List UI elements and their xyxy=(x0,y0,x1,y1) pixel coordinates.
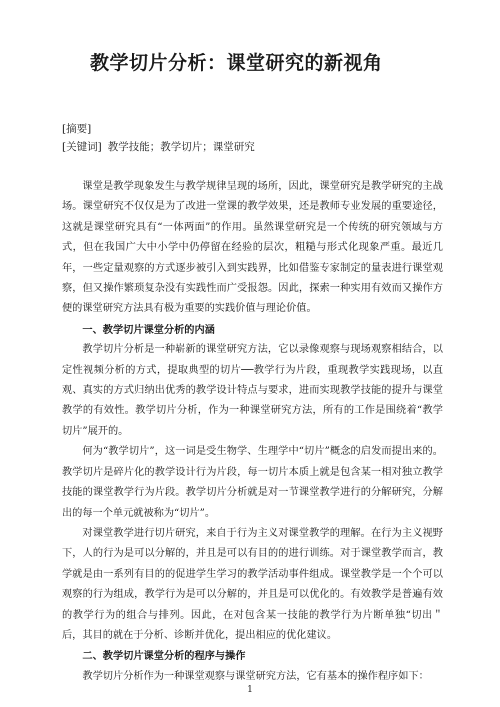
keywords-label: [关键词] xyxy=(62,141,102,153)
page-number: 1 xyxy=(247,685,253,695)
section1-paragraph-1: 教学切片分析是一种崭新的课堂研究方法，它以录像观察与现场观察相结合，以定性视频分析的方式，提取典型的切片──教学行为片段，重现教学实践现场，以直观、真实的方式归纳出优秀的教学设计特点与要求，进而实现教学技能的提升与课堂教学的有效性。教学切片分析，作为一种课堂研究方法，所有的工作是围绕着“教学切片”展开的。 xyxy=(62,344,443,437)
section2-paragraph-1: 教学切片分析作为一种课堂观察与课堂研究方法，它有基本的操作程序如下： xyxy=(82,670,429,682)
intro-paragraph: 课堂是教学现象发生与教学规律呈现的场所，因此，课堂研究是教学研究的主战场。课堂研究不仅仅是为了改进一堂课的教学效果，还是教师专业发展的重要途径，这就是课堂研究具有“一体两面”的作用。虽然课堂研究是一个传统的研究领域与方式，但在我国广大中小学中仍停留在经验的层次，粗糙与形式化现象严重。最近几年，一些定量观察的方式逐步被引入到实践界，比如借鉴专家制定的量表进行课堂观察，但又操作繁琐复杂没有实践性而广受报怨。因此，探索一种实用有效而又操作方便的课堂研究方法具有极为重要的实践价值与理论价值。 xyxy=(62,181,443,315)
document-title: 教学切片分析：课堂研究的新视角 xyxy=(90,52,383,74)
document-body xyxy=(62,177,443,687)
keywords-text: 教学技能；教学切片；课堂研究 xyxy=(107,141,255,153)
keywords-line xyxy=(62,139,255,154)
abstract-label: [摘要] xyxy=(62,123,92,135)
section-heading-1: 一、教学切片课堂分析的内涵 xyxy=(82,323,215,336)
section1-paragraph-2: 何为“教学切片”，这一词是受生物学、生理学中“切片”概念的启发而提出来的。教学切片是碎片化的教学设计行为片段，每一切片本质上就是包含某一相对独立教学技能的课堂教学行为片段。教学切片分析就是对一节课堂教学进行的分解研究，分解出的每一个单元就被称为“切片”。 xyxy=(62,446,443,519)
section1-paragraph-3: 对课堂教学进行切片研究，来自于行为主义对课堂教学的理解。在行为主义视野下，人的行为是可以分解的，并且是可以有目的的进行训练。对于课堂教学而言，教学就是由一系列有目的的促进学生学习的教学活动事件组成。课堂教学是一个个可以观察的行为组成，教学行为是可以分解的，并且是可以优化的。有效教学是普遍有效的教学行为的组合与排列。因此，在对包含某一技能的教学行为片断单独“切出＂后，其目的就在于分析、诊断并优化，提出相应的优化建议。 xyxy=(62,527,443,641)
section-heading-2: 二、教学切片课堂分析的程序与操作 xyxy=(82,650,246,663)
